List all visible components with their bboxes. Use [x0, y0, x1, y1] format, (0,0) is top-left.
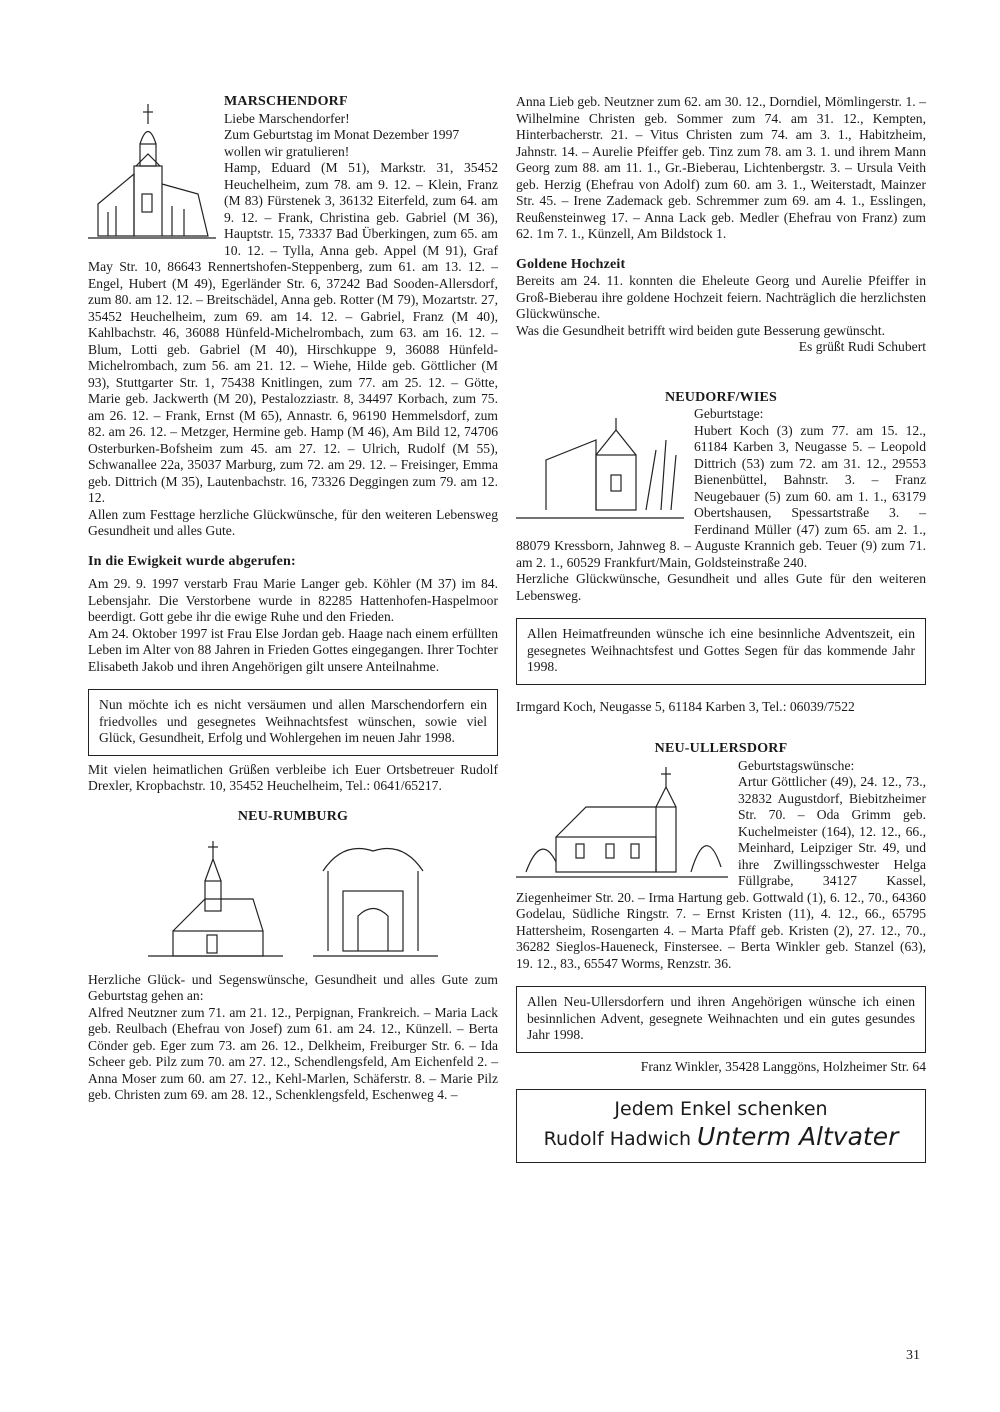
neu-rumburg-sketch-wrap [88, 831, 498, 966]
neudorf-box-text: Allen Heimatfreunden wünsche ich eine besinnliche Adventszeit, ein gesegnetes Weihnachtsfest und Gottes Segen für das kommende Jahr 1998. [527, 626, 915, 674]
neudorf-closing: Herzliche Glückwünsche, Gesundheit und alles Gute für den weiteren Lebensweg. [516, 571, 926, 603]
ewigkeit-paragraph-1: Am 29. 9. 1997 verstarb Frau Marie Langer geb. Köhler (M 37) im 84. Lebensjahr. Die Verstorbene wurde in 82285 Hattenhofen-Haspelmoor beerdigt. Gott gebe ihr die ewige Ruhe und den Frieden. [88, 576, 498, 624]
right-column [516, 94, 926, 1163]
neu-ullersdorf-christmas-box [516, 986, 926, 1053]
neu-ullersdorf-signoff: Franz Winkler, 35428 Langgöns, Holzheimer Str. 64 [640, 1058, 926, 1074]
advert-author: Rudolf Hadwich [543, 1128, 691, 1150]
neudorf-label: Geburtstage: [694, 406, 764, 421]
neu-ullersdorf-label: Geburtstagswünsche: [738, 757, 855, 773]
neudorf-church-sketch [516, 410, 686, 530]
marschendorf-signoff: Mit vielen heimatlichen Grüßen verbleibe ich Euer Ortsbetreuer Rudolf Drexler, Kropbachstr. 10, 35452 Heuchelheim, Tel.: 0641/65217. [88, 761, 498, 793]
neu-rumburg-birthdays-continued: Anna Lieb geb. Neutzner zum 62. am 30. 12., Dorndiel, Mömlingerstr. 1. – Wilhelmine Christen geb. Sommer zum 74. am 31. 12., Kempten, Hinterbacherstr. 21. – Vitus Christen zum 74. am 3. 1., Habitzheim, Jahnstr. 14. – Aurelie Pfeiffer geb. Tinz zum 78. am 3. 1. und ihrem Mann Georg zum 88. am 11. 1., Gr.-Bieberau, Lichtenbergstr. 3. – Ursula Veith geb. Herzig (Ehefrau von Adolf) zum 60. am 3. 1., Weiterstadt, Mainzer Str. 45. – Irene Zademack geb. Schremmer zum 69. am 4. 1., Esslingen, Reußensteinweg 17. – Anna Lack geb. Medler (Ehefrau von Franz) zum 62. 1m 7. 1., Künzell, Am Bildstock 1. [516, 94, 926, 241]
book-advert [516, 1089, 926, 1163]
marschendorf-birthdays: Hamp, Eduard (M 51), Markstr. 31, 35452 Heuchelheim, zum 78. am 9. 12. – Klein, Franz (M 83) Fürstenek 3, 36132 Eiterfeld, zum 64. am 9. 12. – Frank, Christina geb. Gabriel (M 36), Hauptstr. 15, 73337 Bad Überkingen, zum 65. am 10. 12. – Tylla, Anna geb. Appel (M 91), Graf May Str. 10, 86643 Rennertshofen-Steppenberg, zum 61. am 13. 12. – Engel, Hubert (M 49), Egerländer Str. 6, 37242 Bad Sooden-Allersdorf, zum 80. am 12. 12. – Breitschädel, Anna geb. Rotter (M 79), Mozartstr. 27, 35452 Heuchelheim, zum 69. am 14. 12. – Gabriel, Franz (M 40), Kahlbachstr. 46, 36088 Hünfeld-Michelrombach, zum 63. am 16. 12. – Blum, Lotti geb. Gabriel (M 40), Hirschkuppe 9, 36088 Hünfeld-Michelrombach, zum 56. am 21. 12. – Wiehe, Hilde geb. Göttlicher (M 93), Stuttgarter Str. 1, 75438 Knitlingen, zum 77. am 25. 12. – Götte, Marie geb. Jackwerth (M 20), Pestalozziastr. 8, 34497 Korbach, zum 75. am 26. 12. – Frank, Ernst (M 65), Annastr. 6, 96190 Hemmelsdorf, zum 82. am 26. 12. – Metzger, Hermine geb. Hamp (M 46), Am Bild 12, 74706 Osterburken-Bofsheim zum 45. am 27. 12. – Ulrich, Rudolf (M 55), Schwanallee 22a, 35037 Marburg, zum 72. am 29. 12. – Freisinger, Emma geb. Dittrich (M 35), Lautenbachstr. 16, 73326 Deggingen zum 79. am 12. 12. [88, 160, 498, 505]
neudorf-christmas-box [516, 618, 926, 685]
health-wishes-text: Was die Gesundheit betrifft wird beiden gute Besserung gewünscht. [516, 322, 885, 338]
neudorf-birthdays: Hubert Koch (3) zum 77. am 15. 12., 61184 Karben 3, Neugasse 5. – Leopold Dittrich (53) zum 72. am 31. 12., 29553 Bienenbüttel, Bahnstr. 3. – Franz Neugebauer (5) zum 60. am 1. 1., 63179 Obertshausen, Spessartstraße 3. – Ferdinand Müller (47) zum 65. am 2. 1., 88079 Kressborn, Jahnweg 8. – Auguste Krannich geb. Teuer (9) zum 71. am 2. 1., 60529 Frankfurt/Main, Goldsteinstraße 240. [516, 422, 926, 570]
page-number: 31 [906, 1348, 920, 1363]
marschendorf-church-sketch [88, 94, 218, 244]
neu-rumburg-greeting: Es grüßt Rudi Schubert [798, 339, 926, 354]
marschendorf-box-text: Nun möchte ich es nicht versäumen und allen Marschendorfern ein friedvolles und gesegnetes Weihnachtsfest wünschen, sowie viel Glück, Gesundheit, Erfolg und Wohlergehen im neuen Jahr 1998. [99, 697, 487, 745]
neu-ullersdorf-birthdays: Artur Göttlicher (49), 24. 12., 73., 32832 Augustdorf, Biebitzheimer Str. 70. – Oda Grimm geb. Kuchelmeister (164), 12. 12., 66., Meinhard, Leipziger Str. 49, und ihre Zwillingsschwester Helga Füllgrabe, 34127 Kassel, Ziegenheimer Str. 20. – Irma Hartung geb. Gottwald (1), 6. 12., 70., 64360 Godelau, Südliche Ringstr. 7. – Ernst Kristen (11), 4. 12., 66., 65795 Hattersheim, Rosengarten 4. – Marta Pfaff geb. Kristen (2), 27. 12., 70., 36282 Sieglos-Haueneck, Finstersee. – Berta Winkler geb. Stanzel (63), 19. 12., 83., 65547 Worms, Renzstr. 36. [516, 774, 926, 971]
advert-line-1: Jedem Enkel schenken [614, 1098, 828, 1120]
neu-rumburg-title: NEU-RUMBURG [237, 808, 349, 824]
ewigkeit-paragraph-2: Am 24. Oktober 1997 ist Frau Else Jordan geb. Haage nach einem erfüllten Leben im Alter von 88 Jahren in Frieden Gottes eingegangen. Ihrer Tochter Elisabeth Jakob und ihren Angehörigen gilt unsere Anteilnahme. [88, 625, 498, 674]
golden-wedding-heading: Goldene Hochzeit [516, 256, 626, 272]
neu-ullersdorf-box-text: Allen Neu-Ullersdorfern und ihren Angehörigen wünsche ich einen besinnlichen Advent, gesegnete Weihnachten und ein gutes gesundes Jahr 1998. [527, 994, 915, 1042]
marschendorf-intro: Zum Geburtstag im Monat Dezember 1997 wollen wir gratulieren! [224, 127, 460, 159]
neu-ullersdorf-title: NEU-ULLERSDORF [654, 741, 788, 756]
neu-ullersdorf-church-sketch [516, 762, 730, 888]
marschendorf-closing: Allen zum Festtage herzliche Glückwünsche, für den weiteren Lebensweg Gesundheit und alles Gute. [88, 506, 498, 538]
marschendorf-title: MARSCHENDORF [224, 94, 348, 109]
golden-wedding-text: Bereits am 24. 11. konnten die Eheleute Georg und Aurelie Pfeiffer in Groß-Bieberau ihre goldene Hochzeit feiern. Nachträglich die herzlichsten Glückwünsche. [516, 273, 926, 321]
neudorf-signoff: Irmgard Koch, Neugasse 5, 61184 Karben 3, Tel.: 06039/7522 [516, 698, 855, 714]
neudorf-title: NEUDORF/WIES [664, 389, 778, 405]
left-column [88, 94, 498, 1104]
marschendorf-christmas-box [88, 689, 498, 756]
advert-book-title: Unterm Altvater [697, 1122, 899, 1151]
advert-line-2 [517, 1122, 925, 1154]
neu-rumburg-church-sketch [143, 831, 443, 961]
marschendorf-greeting: Liebe Marschendorfer! [224, 110, 350, 126]
neu-rumburg-birthdays: Alfred Neutzner zum 71. am 21. 12., Perpignan, Frankreich. – Maria Lack geb. Reulbach (Ehefrau von Josef) zum 61. am 24. 12., Künzell. – Berta Cönder geb. Eger zum 73. am 26. 12., Delkheim, Freiburger Str. 6. – Ida Scheer geb. Pilz zum 70. am 27. 12., Schendlengsfeld, Am Eichenfeld 2. – Anna Moser zum 60. am 27. 12., Kehl-Marlen, Schäferstr. 8. – Marie Pilz geb. Christen zum 69. am 28. 12., Schenklengsfeld, Eschenweg 4. – [88, 1004, 498, 1102]
neu-rumburg-intro: Herzliche Glück- und Segenswünsche, Gesundheit und alles Gute zum Geburtstag gehen an: [88, 971, 498, 1003]
ewigkeit-heading: In die Ewigkeit wurde abgerufen: [88, 553, 296, 569]
